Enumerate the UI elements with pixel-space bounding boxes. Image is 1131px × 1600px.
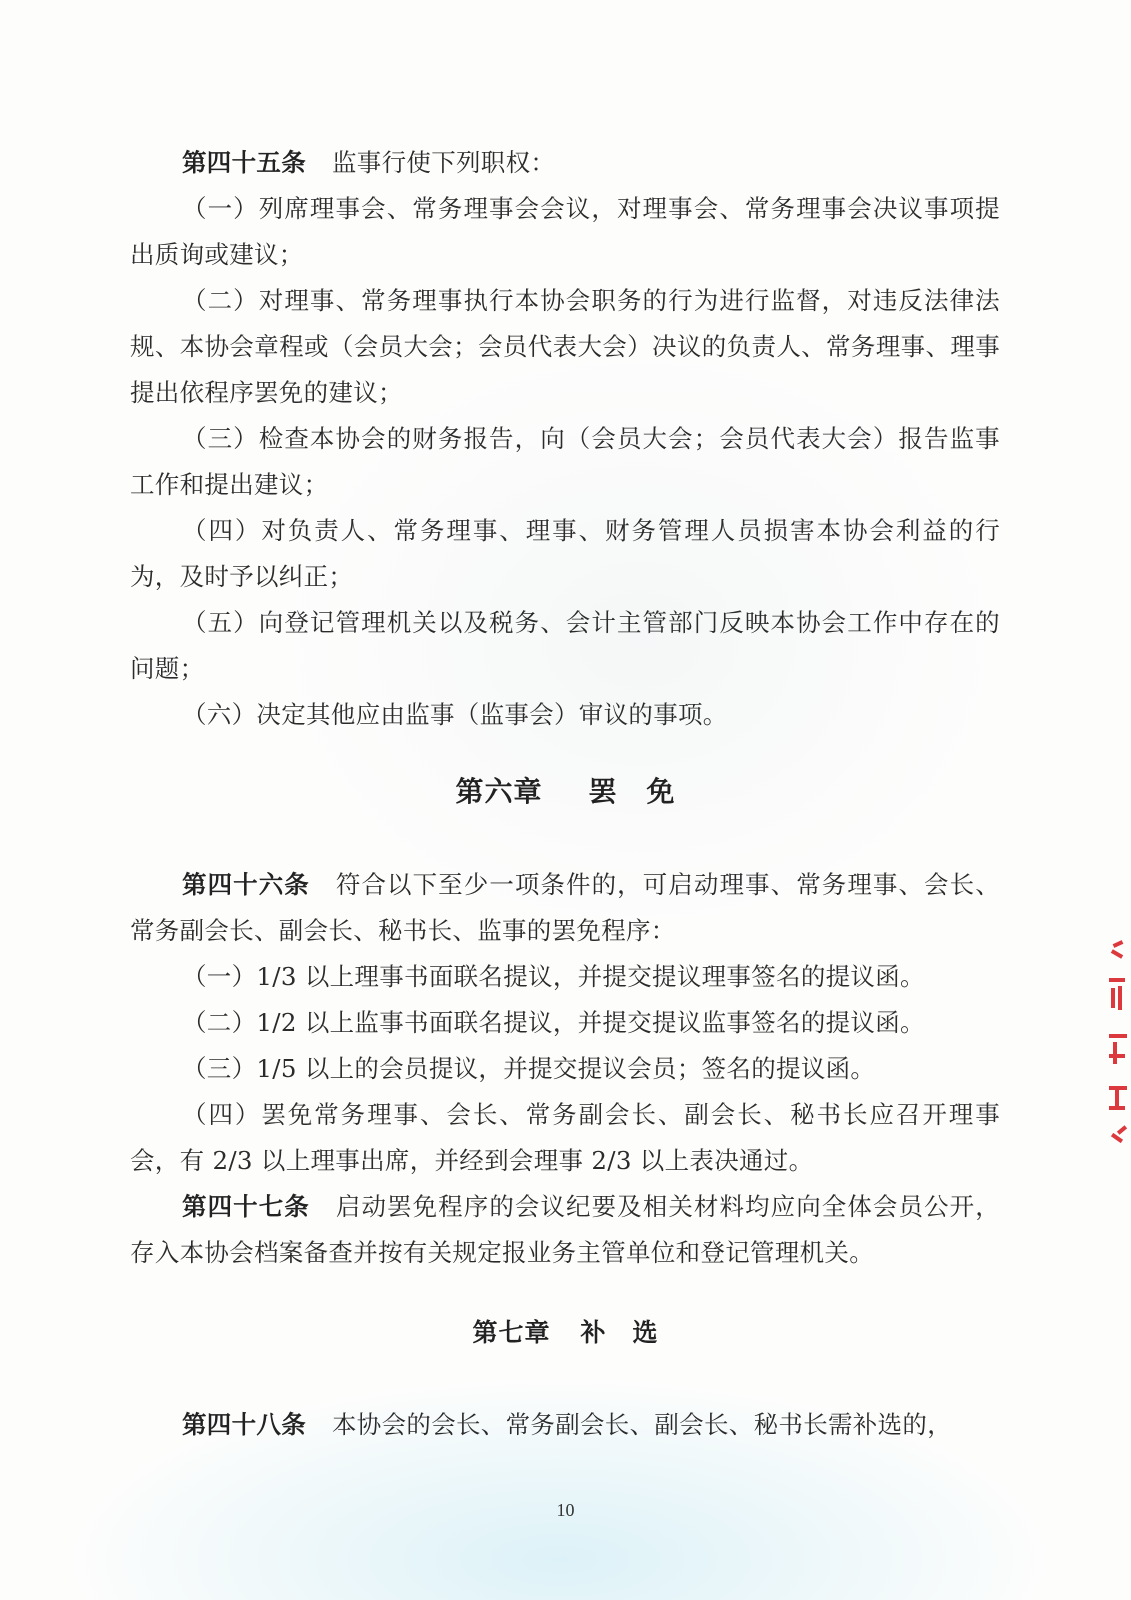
article-45-heading	[130, 140, 1000, 186]
article-45-item-5: （五）向登记管理机关以及税务、会计主管部门反映本协会工作中存在的问题；	[130, 608, 1000, 683]
article-45-item-1: （一）列席理事会、常务理事会会议，对理事会、常务理事会决议事项提出质询或建议；	[130, 194, 1000, 269]
article-48-label: 第四十八条	[182, 1410, 306, 1439]
article-46-item-1: （一）1/3 以上理事书面联名提议，并提交提议理事签名的提议函。	[182, 962, 925, 991]
article-47-label: 第四十七条	[182, 1192, 310, 1221]
article-48-text: 本协会的会长、常务副会长、副会长、秘书长需补选的，	[332, 1410, 952, 1439]
chapter-6-number: 第六章	[455, 775, 543, 808]
chapter-6-title: 罢 免	[588, 775, 676, 808]
article-46-item-3: （三）1/5 以上的会员提议，并提交提议会员；签名的提议函。	[182, 1054, 876, 1083]
chapter-7-heading	[0, 1313, 1131, 1349]
article-45-item-4: （四）对负责人、常务理事、理事、财务管理人员损害本协会利益的行为，及时予以纠正；	[130, 516, 1000, 591]
chapter-7-title: 补 选	[580, 1318, 659, 1347]
chapter-6-heading	[0, 770, 1131, 810]
article-45-lead: 监事行使下列职权：	[332, 148, 556, 177]
article-46-item-2: （二）1/2 以上监事书面联名提议，并提交提议监事签名的提议函。	[182, 1008, 925, 1037]
article-45-item-3: （三）检查本协会的财务报告，向（会员大会；会员代表大会）报告监事工作和提出建议；	[130, 424, 1000, 499]
article-48	[130, 1402, 1000, 1448]
article-46-item-4: （四）罢免常务理事、会长、常务副会长、副会长、秘书长应召开理事会，有 2/3 以上理事出席，并经到会理事 2/3 以上表决通过。	[130, 1100, 1000, 1175]
chapter-7-number: 第七章	[472, 1318, 551, 1347]
article-47	[130, 1184, 1000, 1276]
article-46-lead: 符合以下至少一项条件的，可启动理事、常务理事、会长、常务副会长、副会长、秘书长、监事的罢免程序：	[130, 870, 1001, 945]
article-45-item-2: （二）对理事、常务理事执行本协会职务的行为进行监督，对违反法律法规、本协会章程或（会员大会；会员代表大会）决议的负责人、常务理事、理事提出依程序罢免的建议；	[130, 286, 1000, 407]
article-45-label: 第四十五条	[182, 148, 306, 177]
article-46-heading	[130, 862, 1000, 954]
article-46-label: 第四十六条	[182, 870, 310, 899]
page-number: 10	[556, 1500, 575, 1520]
article-47-text: 启动罢免程序的会议纪要及相关材料均应向全体会员公开，存入本协会档案备查并按有关规定报业务主管单位和登记管理机关。	[130, 1192, 1001, 1267]
red-seal-edge-icon	[1103, 938, 1131, 1158]
article-45-item-6: （六）决定其他应由监事（监事会）审议的事项。	[182, 700, 728, 729]
